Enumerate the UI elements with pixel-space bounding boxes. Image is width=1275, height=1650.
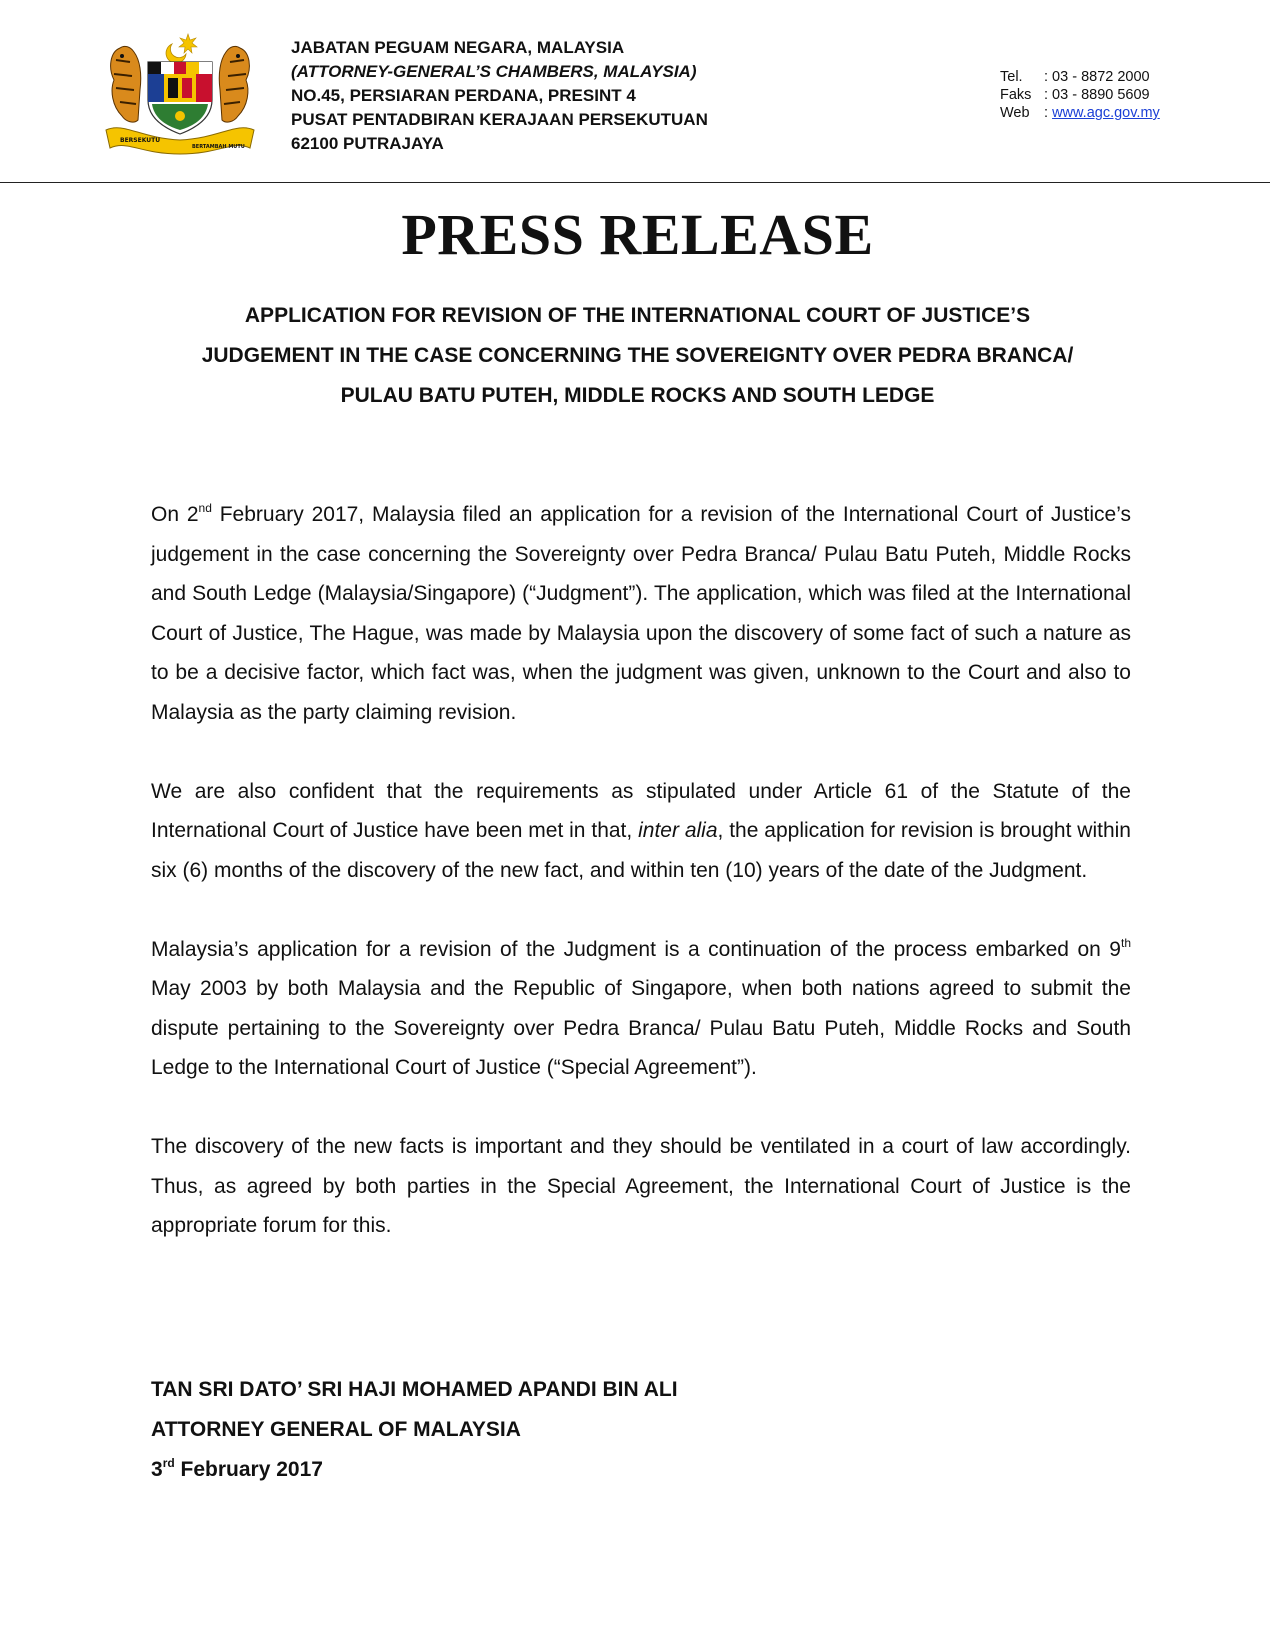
organization-address — [291, 36, 708, 156]
tel-row — [1000, 68, 1160, 86]
web-row — [1000, 104, 1160, 122]
motto-right: BERTAMBAH MUTU — [192, 144, 245, 150]
paragraph-2-start: We are also confident that the requirements as stipulated under Article 61 of the Statute of the International Court of Justice have been met in that, — [151, 779, 1131, 842]
letterhead — [0, 0, 1275, 185]
signatory-position: ATTORNEY GENERAL OF MALAYSIA — [151, 1418, 521, 1441]
paragraph-2 — [151, 772, 1131, 891]
coat-of-arms-icon — [100, 30, 260, 155]
signature-block — [151, 1370, 678, 1490]
tel-label: Tel. — [1000, 69, 1023, 85]
press-release-body — [151, 495, 1131, 1285]
date-day: 3 — [151, 1458, 163, 1481]
ordinal-suffix: nd — [198, 501, 212, 515]
website-link[interactable]: www.agc.gov.my — [1052, 105, 1160, 121]
paragraph-4: The discovery of the new facts is important and they should be ventilated in a court of law accordingly. Thus, as agreed by both parties in the Special Agreement, the International Court of Justice is the appropriate forum for this. — [151, 1135, 1131, 1237]
paragraph-1 — [151, 495, 1131, 732]
signatory-name: TAN SRI DATO’ SRI HAJI MOHAMED APANDI BIN ALI — [151, 1378, 678, 1401]
header-divider — [0, 182, 1270, 183]
subject-line-2: JUDGEMENT IN THE CASE CONCERNING THE SOVEREIGNTY OVER PEDRA BRANCA/ — [201, 344, 1074, 367]
fax-label: Faks — [1000, 87, 1032, 103]
paragraph-2-rest: , the application for revision is brought within six (6) months of the discovery of the new fact, and within ten (10) years of the date of the Judgment. — [151, 819, 1131, 882]
address-line-2: PUSAT PENTADBIRAN KERAJAAN PERSEKUTUAN — [291, 110, 708, 129]
paragraph-3 — [151, 930, 1131, 1088]
fax-value: : 03 - 8890 5609 — [1044, 87, 1150, 103]
paragraph-3-rest: May 2003 by both Malaysia and the Republic of Singapore, when both nations agreed to submit the dispute pertaining to the Sovereignty over Pedra Branca/ Pulau Batu Puteh, Middle Rocks and South Ledge to the International Court of Justice (“Special Agreement”). — [151, 977, 1131, 1079]
paragraph-1-start: On 2 — [151, 503, 199, 526]
page-title: PRESS RELEASE — [401, 202, 874, 267]
address-line-3: 62100 PUTRAJAYA — [291, 134, 444, 153]
ordinal-suffix: th — [1120, 935, 1131, 950]
ordinal-suffix: rd — [162, 1456, 175, 1470]
paragraph-1-rest: February 2017, Malaysia filed an application for a revision of the International Court of Justice’s judgement in the case concerning the Sovereignty over Pedra Branca/ Pulau Batu Puteh, Middle Rocks and South Ledge (Malaysia/Singapore) (“Judgment”). The application, which was filed at the International Court of Justice, The Hague, was made by Malaysia upon the discovery of some fact of such a nature as to be a decisive factor, which fact was, when the judgment was given, unknown to the Court and also to Malaysia as the party claiming revision. — [151, 503, 1131, 724]
contact-details — [1000, 68, 1160, 122]
org-name-english: (ATTORNEY-GENERAL’S CHAMBERS, MALAYSIA) — [291, 62, 697, 81]
paragraph-3-start: Malaysia’s application for a revision of the Judgment is a continuation of the process embarked on 9 — [151, 937, 1121, 961]
web-label: Web — [1000, 105, 1030, 121]
date-rest: February 2017 — [174, 1458, 323, 1481]
subject-line-1: APPLICATION FOR REVISION OF THE INTERNATIONAL COURT OF JUSTICE’S — [244, 304, 1031, 327]
web-sep: : — [1044, 105, 1053, 121]
subject-line-3: PULAU BATU PUTEH, MIDDLE ROCKS AND SOUTH LEDGE — [340, 384, 935, 407]
fax-row — [1000, 86, 1160, 104]
latin-phrase: inter alia — [638, 819, 718, 842]
motto-left: BERSEKUTU — [120, 137, 161, 144]
address-line-1: NO.45, PERSIARAN PERDANA, PRESINT 4 — [291, 86, 636, 105]
tel-value: : 03 - 8872 2000 — [1044, 69, 1150, 85]
subject-heading — [140, 296, 1135, 416]
release-date — [151, 1450, 678, 1490]
org-name-malay: JABATAN PEGUAM NEGARA, MALAYSIA — [291, 38, 625, 57]
